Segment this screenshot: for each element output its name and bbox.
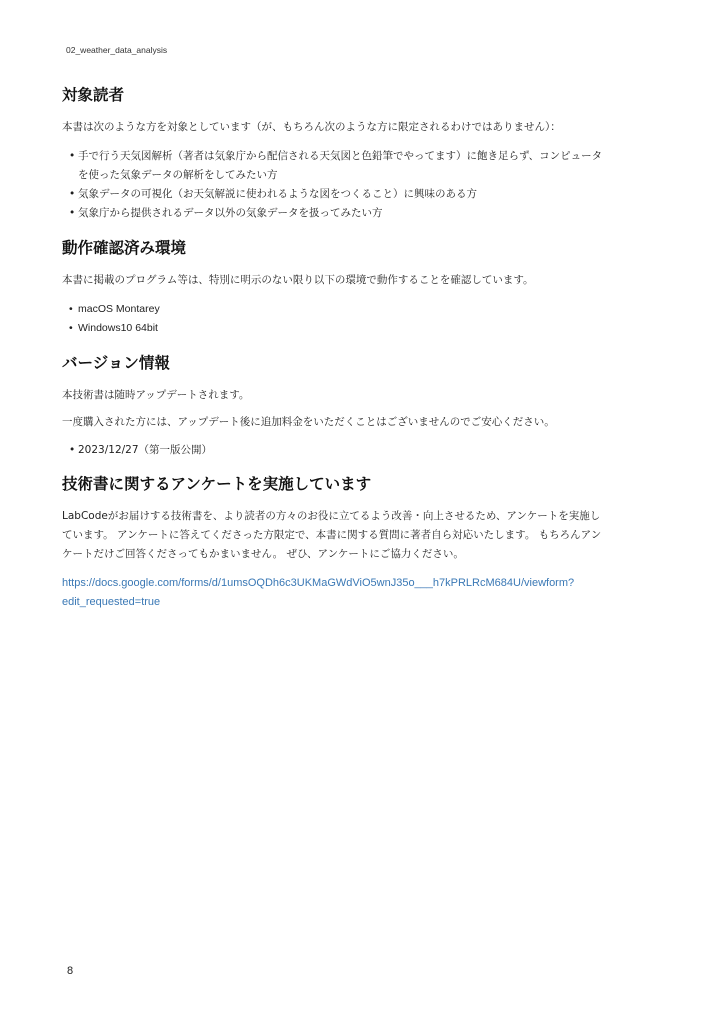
list-item: • macOS Montarey [62, 300, 610, 319]
survey-link[interactable] [62, 574, 610, 612]
version-paragraph-2: 一度購入された方には、アップデート後に追加料金をいただくことはございませんのでご安心ください。 [62, 416, 555, 428]
list-item: • 2023/12/27（第一版公開） [62, 441, 610, 460]
list-item: • 気象庁から提供されるデータ以外の気象データを扱ってみたい方 [62, 204, 610, 223]
survey-link-line-2: edit_requested=true [62, 596, 161, 608]
page-content [62, 84, 610, 612]
version-paragraph-1: 本技術書は随時アップデートされます。 [62, 389, 250, 401]
section-title-audience: 対象読者 [62, 86, 125, 104]
section-title-environment: 動作確認済み環境 [62, 239, 187, 257]
survey-paragraph: LabCodeがお届けする技術書を、より読者の方々のお役に立てるよう改善・向上させるため、アンケートを実施しています。 アンケートに答えてくださった方限定で、本書に関する質問に著者自ら対応いたします。 もちろんアンケートだけご回答くださってもかまいません。 ぜひ、アンケートにご協力ください。 [62, 510, 602, 560]
running-header: 02_weather_data_analysis [66, 45, 168, 55]
version-list [62, 441, 610, 460]
environment-list [62, 300, 610, 338]
list-item: • 気象データの可視化（お天気解説に使われるような図をつくること）に興味のある方 [62, 185, 610, 204]
section-title-version: バージョン情報 [62, 354, 170, 372]
page-number: 8 [67, 965, 74, 977]
survey-link-line-1: https://docs.google.com/forms/d/1umsOQDh6c3UKMaGWdViO5wnJ35o___h7kPRLRcM684U/viewform? [62, 577, 575, 589]
audience-intro: 本書は次のような方を対象としています（が、もちろん次のような方に限定されるわけではありません）： [62, 121, 561, 133]
audience-list [62, 147, 610, 223]
list-item: • Windows10 64bit [62, 319, 610, 338]
list-item: • 手で行う天気図解析（著者は気象庁から配信される天気図と色鉛筆でやってます）に飽き足らず、コンピュータを使った気象データの解析をしてみたい方 [62, 147, 610, 185]
environment-intro: 本書に掲載のプログラム等は、特別に明示のない限り以下の環境で動作することを確認しています。 [62, 274, 534, 286]
section-title-survey: 技術書に関するアンケートを実施しています [62, 475, 372, 493]
